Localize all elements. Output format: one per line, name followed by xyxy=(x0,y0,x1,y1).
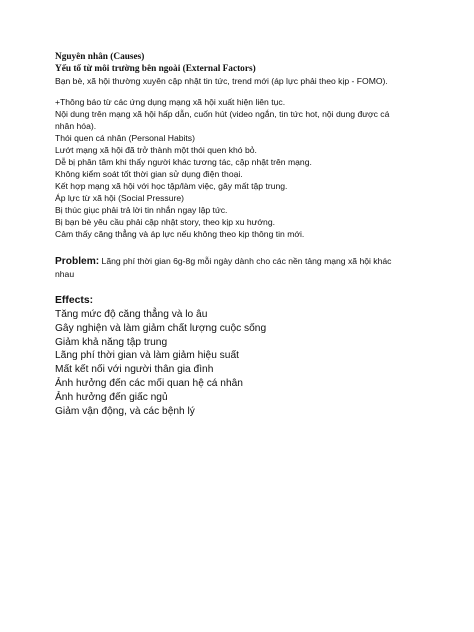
cause-line: Bị bạn bè yêu cầu phải cập nhật story, theo kịp xu hướng. xyxy=(55,217,276,227)
cause-line: +Thông báo từ các ứng dụng mạng xã hội xuất hiện liên tục. xyxy=(55,97,286,107)
effect-item: Giảm khả năng tập trung xyxy=(55,336,168,348)
effect-item: Tăng mức độ căng thẳng và lo âu xyxy=(55,309,208,320)
causes-list xyxy=(55,96,430,240)
cause-line: Kết hợp mạng xã hội với học tập/làm việc, gây mất tập trung. xyxy=(55,181,288,191)
cause-line: Bị thúc giục phải trả lời tin nhắn ngay lập tức. xyxy=(55,205,228,215)
cause-line: nhân hóa). xyxy=(55,121,97,131)
cause-line: Cảm thấy căng thẳng và áp lực nếu không theo kịp thông tin mới. xyxy=(55,229,305,239)
document-page xyxy=(55,51,430,418)
external-factors-line: Bạn bè, xã hội thường xuyên cập nhật tin tức, trend mới (áp lực phải theo kịp - FOMO). xyxy=(55,76,388,86)
personal-habits-heading: Thói quen cá nhân (Personal Habits) xyxy=(55,133,195,143)
causes-title: Nguyên nhân (Causes) xyxy=(55,52,145,62)
cause-line: Dễ bị phân tâm khi thấy người khác tương tác, cập nhật trên mạng. xyxy=(55,157,312,167)
problem-paragraph xyxy=(55,255,430,280)
effect-item: Mất kết nối với người thân gia đình xyxy=(55,364,214,376)
effects-list xyxy=(55,308,430,418)
problem-text-continued: nhau xyxy=(55,269,75,279)
problem-label: Problem: xyxy=(55,256,100,267)
effect-item: Lãng phí thời gian và làm giảm hiệu suất xyxy=(55,350,239,362)
effect-item: Giảm vận động, và các bệnh lý xyxy=(55,405,195,417)
cause-line: Lướt mạng xã hội đã trở thành một thói quen khó bỏ. xyxy=(55,145,257,155)
effect-item: Ảnh hưởng đến giấc ngủ xyxy=(55,391,168,403)
effect-item: Gây nghiện và làm giảm chất lượng cuộc sống xyxy=(55,322,267,334)
problem-text: Lãng phí thời gian 6g-8g mỗi ngày dành cho các nền tảng mạng xã hội khác xyxy=(99,256,392,266)
effects-title: Effects: xyxy=(55,295,94,306)
cause-line: Nội dung trên mạng xã hội hấp dẫn, cuốn hút (video ngắn, tin tức hot, nội dung được cá xyxy=(55,109,390,119)
effect-item: Ảnh hưởng đến các mối quan hệ cá nhân xyxy=(55,377,243,389)
social-pressure-heading: Áp lực từ xã hội (Social Pressure) xyxy=(55,193,184,203)
cause-line: Không kiểm soát tốt thời gian sử dụng điện thoại. xyxy=(55,169,243,179)
external-factors-heading: Yếu tố từ môi trường bên ngoài (External Factors) xyxy=(55,64,256,74)
